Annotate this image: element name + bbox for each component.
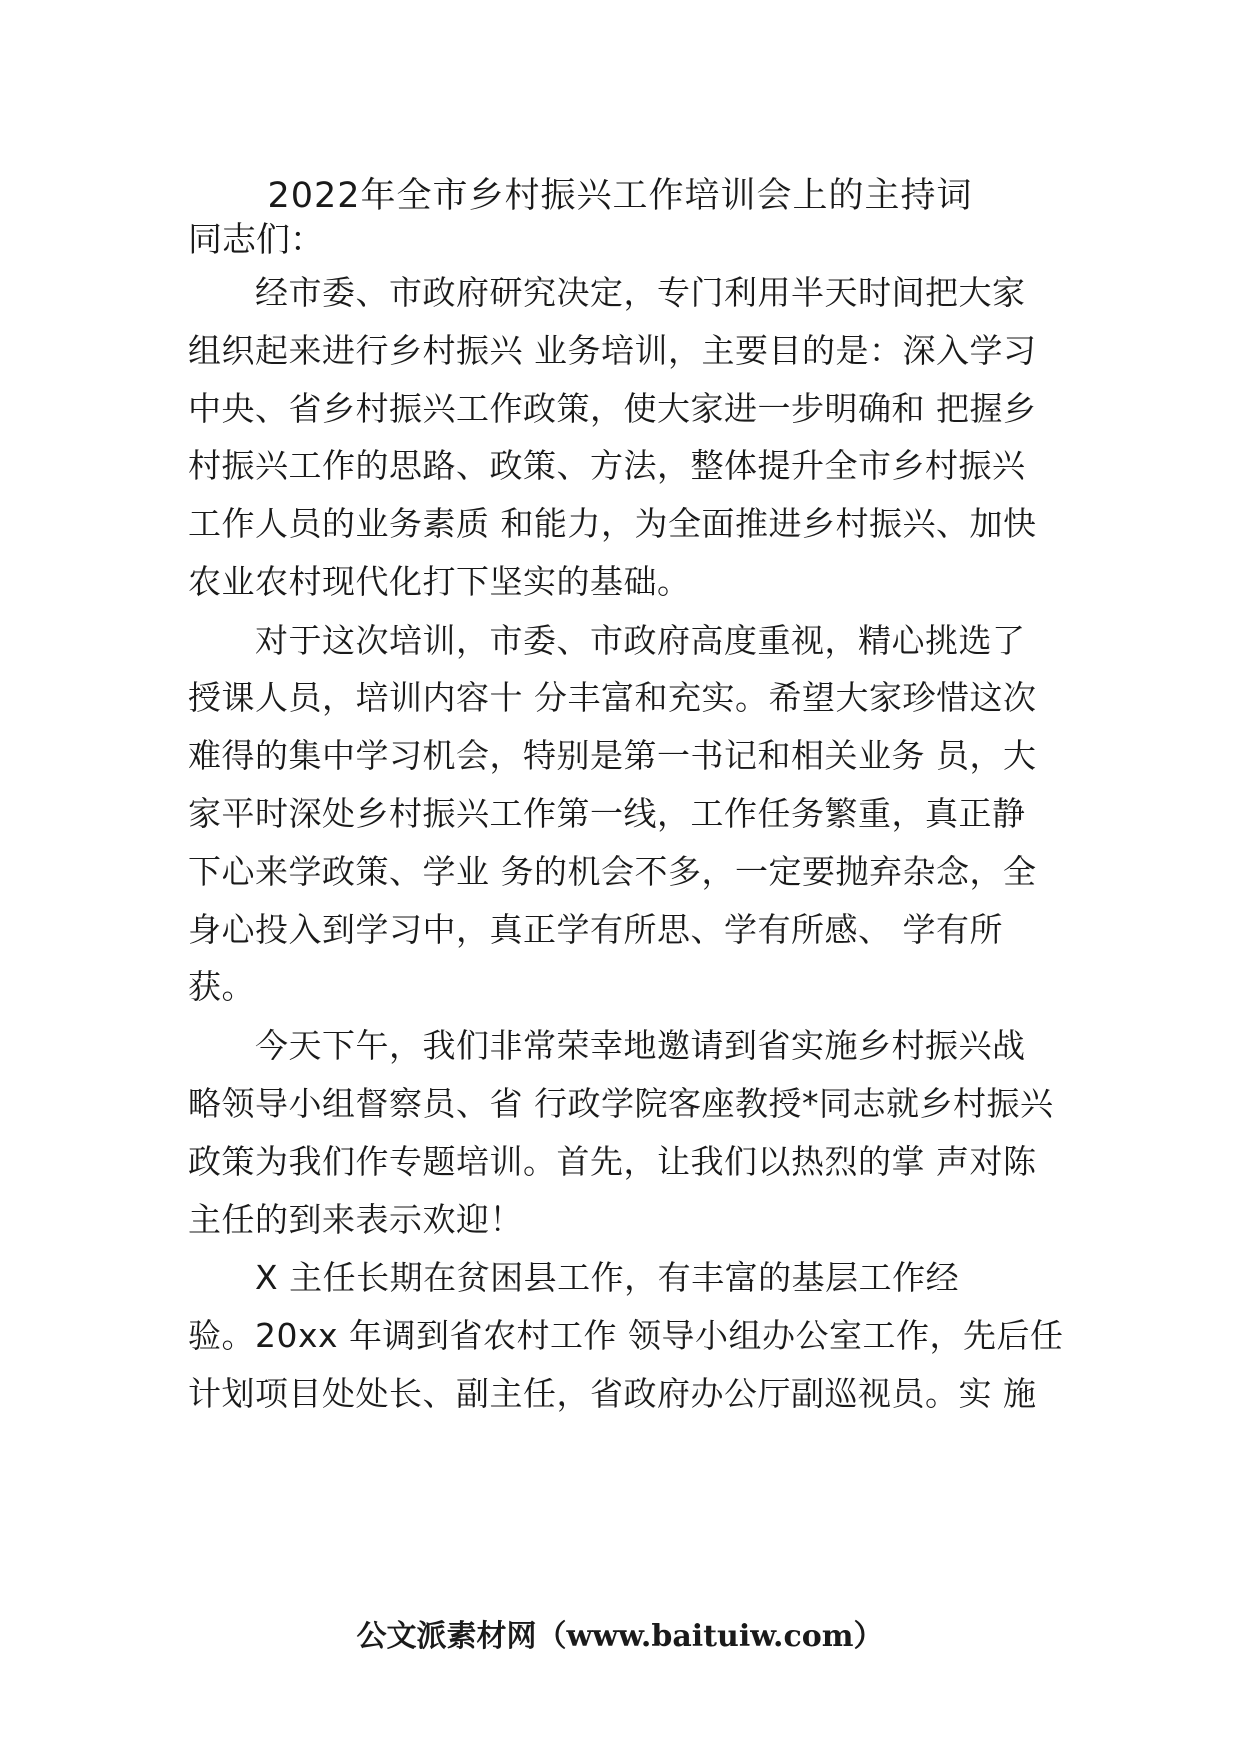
body-line: 略领导小组督察员、省 行政学院客座教授*同志就乡村振兴 bbox=[188, 1084, 1054, 1123]
body-line: 获。 bbox=[188, 967, 255, 1006]
footer-watermark: 公文派素材网（www.baituiw.com） bbox=[356, 1619, 884, 1654]
body-line: 验。20xx 年调到省农村工作 领导小组办公室工作，先后任 bbox=[188, 1316, 1064, 1355]
body-line: 今天下午，我们非常荣幸地邀请到省实施乡村振兴战 bbox=[188, 1026, 1026, 1065]
body-line: 工作人员的业务素质 和能力，为全面推进乡村振兴、加快 bbox=[188, 504, 1037, 543]
body-line: 村振兴工作的思路、政策、方法，整体提升全市乡村振兴 bbox=[188, 446, 1026, 485]
body-line: 中央、省乡村振兴工作政策，使大家进一步明确和 把握乡 bbox=[188, 389, 1037, 428]
body-line: 组织起来进行乡村振兴 业务培训，主要目的是：深入学习 bbox=[188, 331, 1037, 370]
body-line: 家平时深处乡村振兴工作第一线，工作任务繁重，真正静 bbox=[188, 794, 1026, 833]
body-line: 经市委、市政府研究决定，专门利用半天时间把大家 bbox=[188, 273, 1026, 312]
body-line: 身心投入到学习中，真正学有所思、学有所感、 学有所 bbox=[188, 910, 1003, 949]
document-title: 2022年全市乡村振兴工作培训会上的主持词 bbox=[267, 176, 973, 216]
body-line: 农业农村现代化打下坚实的基础。 bbox=[188, 562, 691, 601]
body-line: 对于这次培训，市委、市政府高度重视，精心挑选了 bbox=[188, 621, 1026, 660]
body-line: 难得的集中学习机会，特别是第一书记和相关业务 员，大 bbox=[188, 736, 1037, 775]
body-line: 政策为我们作专题培训。首先，让我们以热烈的掌 声对陈 bbox=[188, 1142, 1037, 1181]
body-line: 主任的到来表示欢迎！ bbox=[188, 1200, 523, 1239]
body-line: 授课人员，培训内容十 分丰富和充实。希望大家珍惜这次 bbox=[188, 678, 1037, 717]
body-line: 计划项目处处长、副主任，省政府办公厅副巡视员。实 施 bbox=[188, 1374, 1037, 1413]
body-line: 下心来学政策、学业 务的机会不多，一定要抛弃杂念，全 bbox=[188, 852, 1037, 891]
salutation: 同志们： bbox=[188, 220, 324, 260]
body-line: X 主任长期在贫困县工作，有丰富的基层工作经 bbox=[188, 1258, 960, 1297]
